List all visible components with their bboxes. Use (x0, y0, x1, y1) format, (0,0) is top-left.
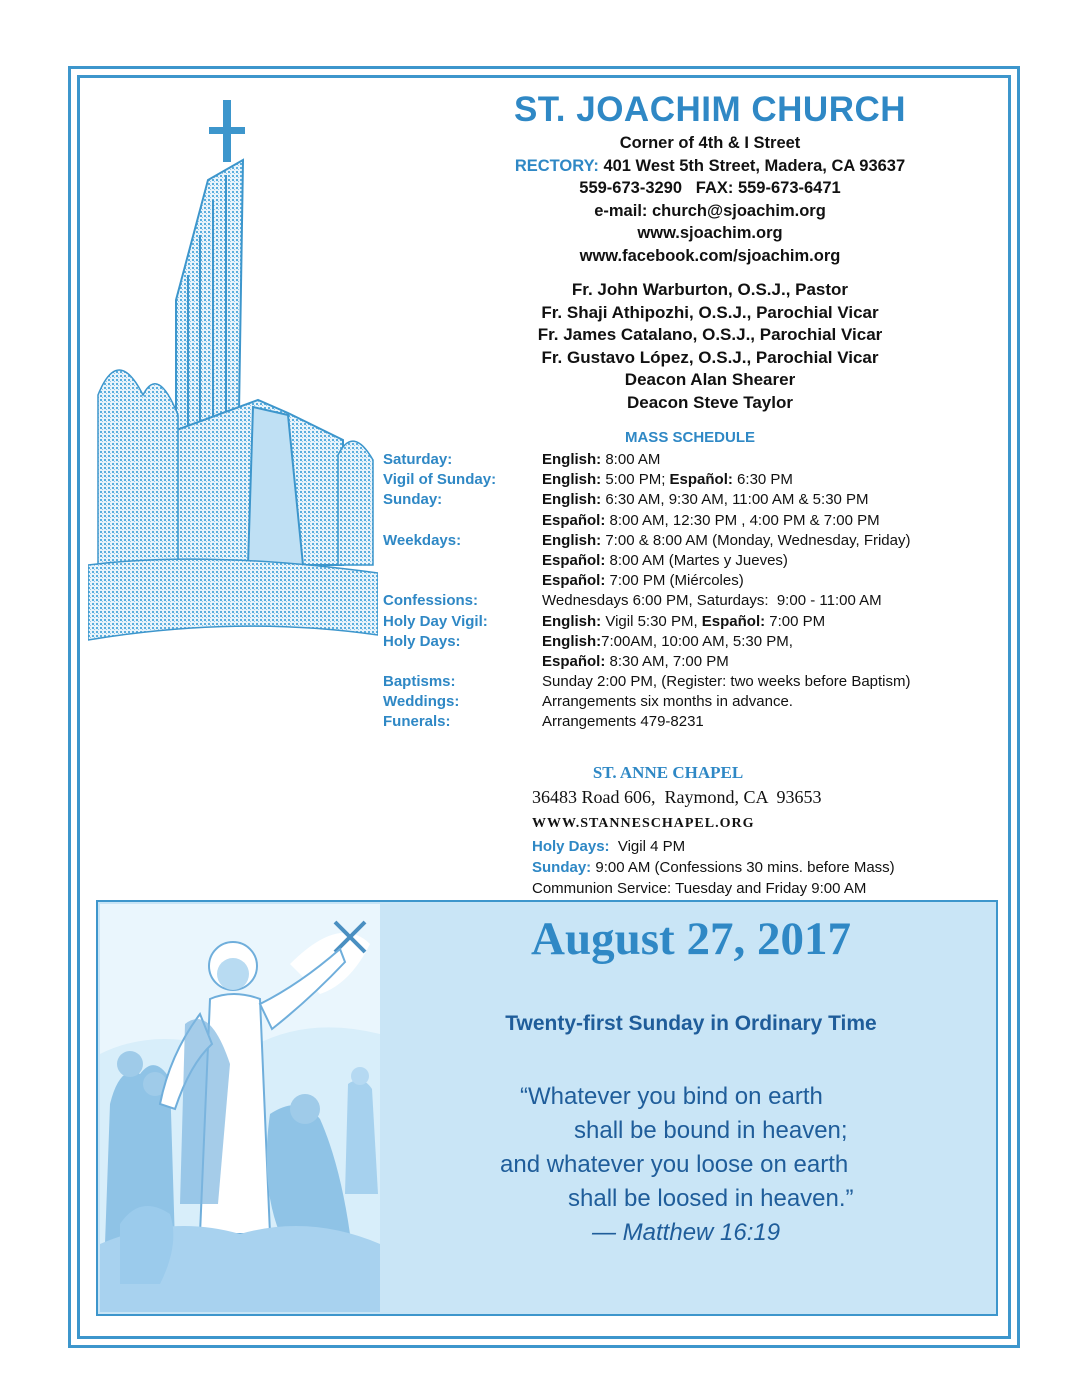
mass-schedule-title: MASS SCHEDULE (624, 429, 755, 446)
schedule-value: Español: 8:30 AM, 7:00 PM (542, 652, 729, 670)
schedule-value: Arrangements 479-8231 (542, 713, 704, 731)
quote-line: “Whatever you bind on earth (520, 1083, 823, 1110)
st-anne-sunday: Sunday: 9:00 AM (Confessions 30 mins. before Mass) (532, 859, 895, 876)
schedule-value: Español: 7:00 PM (Miércoles) (542, 572, 744, 590)
schedule-row (383, 712, 1013, 732)
st-anne-chapel (530, 762, 1000, 899)
clergy-item: Deacon Steve Taylor (627, 392, 793, 412)
schedule-value: English: 5:00 PM; Español: 6:30 PM (542, 471, 793, 489)
clergy-item: Fr. Gustavo López, O.S.J., Parochial Vicar (541, 347, 879, 367)
clergy-item: Deacon Alan Shearer (624, 370, 796, 389)
schedule-label: Vigil of Sunday: (383, 471, 497, 489)
bulletin-date: August 27, 2017 (531, 913, 851, 965)
clergy-list (440, 279, 980, 414)
schedule-row (383, 591, 1013, 611)
schedule-row (383, 632, 1013, 652)
schedule-label: Holy Day Vigil: (383, 612, 488, 630)
schedule-row (383, 450, 1013, 470)
schedule-label: Funerals: (383, 713, 451, 731)
church-illustration (88, 95, 378, 655)
phone-fax: 559-673-3290 FAX: 559-673-6471 (579, 179, 841, 197)
church-header (440, 88, 980, 414)
schedule-value: Sunday 2:00 PM, (Register: two weeks before Baptism) (542, 673, 911, 691)
gospel-illustration (100, 904, 380, 1312)
email-link[interactable]: e-mail: church@sjoachim.org (594, 201, 826, 220)
schedule-label: Weddings: (383, 693, 460, 711)
schedule-row (383, 612, 1013, 632)
schedule-row (383, 692, 1013, 712)
schedule-value: English: 8:00 AM (542, 451, 661, 468)
schedule-row (383, 551, 1013, 571)
schedule-value: Español: 8:00 AM, 12:30 PM , 4:00 PM & 7:00 PM (542, 511, 880, 529)
quote-line: and whatever you loose on earth (500, 1151, 849, 1178)
corner-address: Corner of 4th & I Street (619, 134, 801, 152)
clergy-item: Fr. John Warburton, O.S.J., Pastor (571, 280, 849, 299)
clergy-item: Fr. James Catalano, O.S.J., Parochial Vicar (537, 325, 883, 344)
schedule-label: Weekdays: (383, 531, 462, 549)
quote-line: shall be bound in heaven; (574, 1117, 848, 1144)
schedule-row (383, 511, 1013, 531)
facebook-link[interactable]: www.facebook.com/sjoachim.org (579, 246, 841, 265)
schedule-value: English: 7:00 & 8:00 AM (Monday, Wednesday, Friday) (542, 531, 911, 549)
schedule-value: Arrangements six months in advance. (542, 693, 793, 711)
schedule-row (383, 531, 1013, 551)
schedule-value: English:7:00AM, 10:00 AM, 5:30 PM, (542, 632, 793, 650)
quote-citation: — Matthew 16:19 (592, 1219, 781, 1246)
website-link[interactable]: www.sjoachim.org (637, 224, 783, 242)
st-anne-holy-days: Holy Days: Vigil 4 PM (532, 838, 686, 855)
schedule-label: Saturday: (383, 451, 453, 468)
schedule-row (383, 652, 1013, 672)
mass-schedule (383, 450, 1013, 733)
liturgical-occasion: Twenty-first Sunday in Ordinary Time (505, 1012, 877, 1035)
church-title: ST. JOACHIM CHURCH (513, 90, 907, 129)
scripture-quote (396, 1080, 996, 1250)
clergy-item: Fr. Shaji Athipozhi, O.S.J., Parochial Vicar (541, 302, 879, 322)
st-anne-communion: Communion Service: Tuesday and Friday 9:00 AM (532, 880, 867, 897)
schedule-label: Holy Days: (383, 632, 461, 650)
schedule-row (383, 490, 1013, 510)
schedule-row (383, 470, 1013, 490)
rectory-label: RECTORY: (514, 156, 599, 175)
schedule-row (383, 571, 1013, 591)
rectory-address: 401 West 5th Street, Madera, CA 93637 (603, 156, 906, 175)
schedule-value: English: Vigil 5:30 PM, Español: 7:00 PM (542, 612, 826, 630)
schedule-label: Baptisms: (383, 673, 456, 691)
schedule-label: Sunday: (383, 491, 443, 509)
st-anne-title: ST. ANNE CHAPEL (592, 763, 744, 782)
schedule-value: English: 6:30 AM, 9:30 AM, 11:00 AM & 5:30 PM (542, 491, 869, 509)
schedule-value: Wednesdays 6:00 PM, Saturdays: 9:00 - 11:00 AM (542, 592, 882, 610)
quote-line: shall be loosed in heaven.” (568, 1185, 854, 1212)
st-anne-address: 36483 Road 606, Raymond, CA 93653 (532, 787, 822, 807)
rectory-line (440, 155, 980, 178)
schedule-label: Confessions: (383, 592, 479, 610)
st-anne-website[interactable]: WWW.STANNESCHAPEL.ORG (532, 816, 755, 831)
schedule-value: Español: 8:00 AM (Martes y Jueves) (542, 551, 788, 569)
bulletin-box (96, 900, 998, 1316)
schedule-row (383, 672, 1013, 692)
